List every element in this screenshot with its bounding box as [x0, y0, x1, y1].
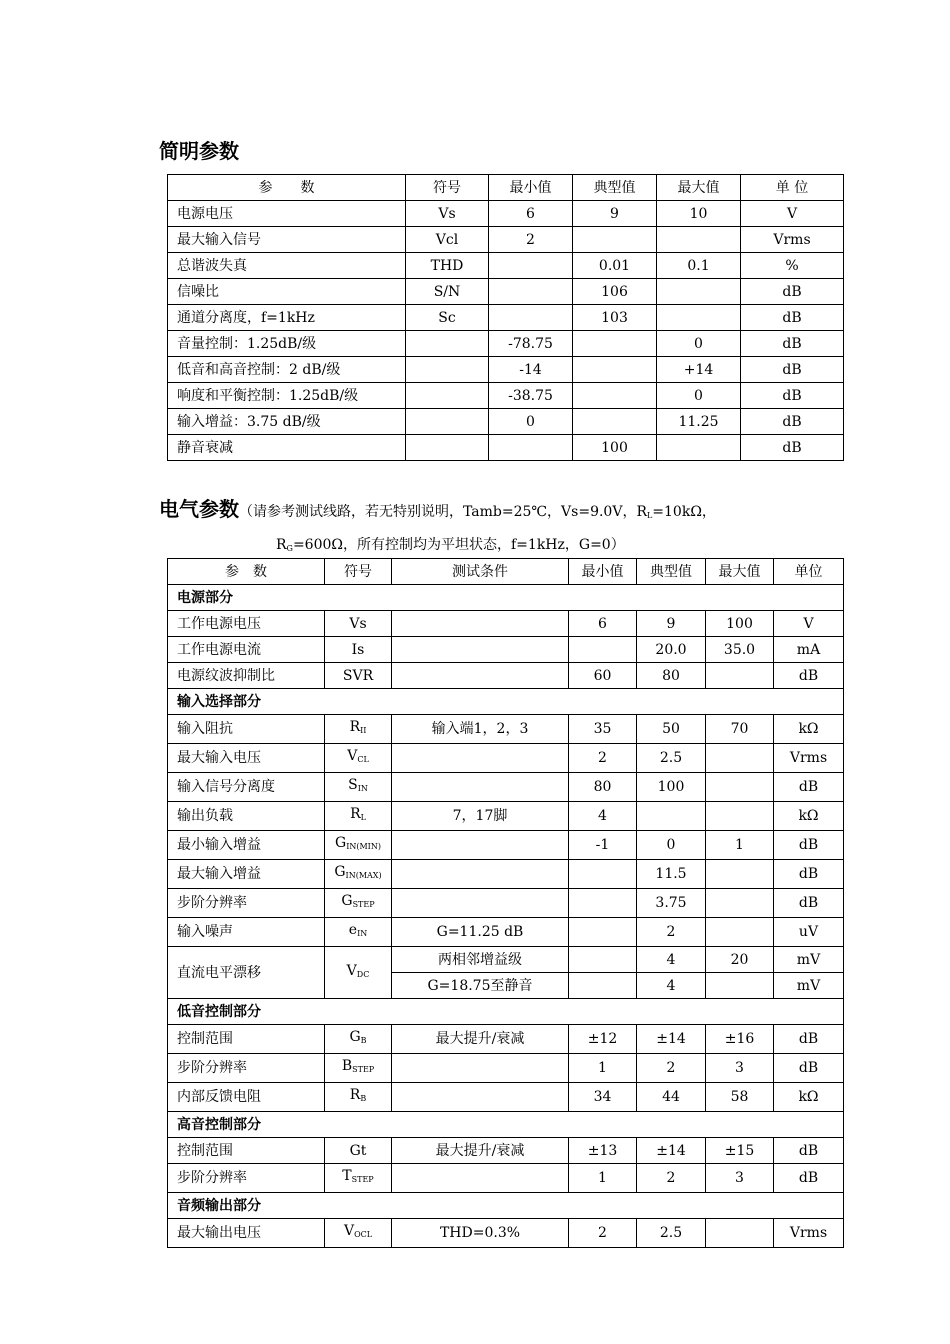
cell-symbol	[406, 357, 489, 383]
cell-unit: Vrms	[741, 227, 844, 253]
cell-typ: 103	[573, 305, 657, 331]
cell-unit: dB	[774, 1164, 844, 1193]
table-row	[168, 715, 844, 744]
cell-min	[569, 973, 637, 999]
cell-unit: Vrms	[774, 1219, 844, 1248]
cell-min: 2	[569, 1219, 637, 1248]
cell-max: 0	[657, 383, 741, 409]
cell-param: 内部反馈电阻	[168, 1083, 325, 1112]
cell-symbol	[406, 435, 489, 461]
cell-max: 100	[706, 611, 774, 637]
table-row	[168, 279, 844, 305]
cell-symbol: Is	[325, 637, 392, 663]
cell-unit: uV	[774, 918, 844, 947]
table-row	[168, 918, 844, 947]
cell-min	[569, 918, 637, 947]
cell-typ	[637, 802, 706, 831]
group-bass: 低音控制部分	[168, 999, 844, 1025]
cell-typ	[573, 357, 657, 383]
group-row	[168, 689, 844, 715]
cell-symbol: $R_L$	[325, 802, 392, 831]
cell-unit: dB	[774, 860, 844, 889]
cell-min: 6	[569, 611, 637, 637]
cell-symbol: $G_B$	[325, 1025, 392, 1054]
cell-condition	[392, 860, 569, 889]
cell-symbol: $B_{STEP}$	[325, 1054, 392, 1083]
cell-max	[706, 744, 774, 773]
table-header-row	[168, 175, 844, 201]
table-row	[168, 744, 844, 773]
cell-symbol: $R_{II}$	[325, 715, 392, 744]
cell-condition	[392, 611, 569, 637]
table-row	[168, 201, 844, 227]
cell-min	[569, 947, 637, 973]
header-param: 参 数	[168, 559, 325, 585]
section-title-electrical	[159, 497, 716, 528]
cell-symbol	[406, 409, 489, 435]
header-max: 最大值	[706, 559, 774, 585]
table-row	[168, 305, 844, 331]
cell-condition: 输入端1，2，3	[392, 715, 569, 744]
cell-param: 步阶分辨率	[168, 1054, 325, 1083]
cell-param: 输入阻抗	[168, 715, 325, 744]
cell-param: 响度和平衡控制：1.25dB/级	[168, 383, 406, 409]
cell-min: -1	[569, 831, 637, 860]
cell-condition: 最大提升/衰减	[392, 1025, 569, 1054]
cell-param: 输入增益：3.75 dB/级	[168, 409, 406, 435]
cell-unit: dB	[774, 889, 844, 918]
cell-unit: dB	[741, 331, 844, 357]
cell-unit: kΩ	[774, 802, 844, 831]
header-unit: 单 位	[741, 175, 844, 201]
cell-param: 工作电源电压	[168, 611, 325, 637]
cell-typ: 2	[637, 1054, 706, 1083]
cell-symbol: $G_{IN(MIN)}$	[325, 831, 392, 860]
cell-symbol: THD	[406, 253, 489, 279]
group-row	[168, 1112, 844, 1138]
cell-min: ±13	[569, 1138, 637, 1164]
cell-typ: 50	[637, 715, 706, 744]
cell-symbol: $V_{OCL}$	[325, 1219, 392, 1248]
table-row	[168, 1025, 844, 1054]
cell-typ: 11.5	[637, 860, 706, 889]
cell-min: 0	[489, 409, 573, 435]
cell-param: 电源电压	[168, 201, 406, 227]
section-title-brief: 简明参数	[159, 139, 239, 163]
cell-typ	[573, 227, 657, 253]
cell-typ: 4	[637, 973, 706, 999]
cell-typ: 2.5	[637, 744, 706, 773]
table-header-row	[168, 559, 844, 585]
cell-typ: ±14	[637, 1025, 706, 1054]
cell-max	[657, 227, 741, 253]
cell-symbol: $e_{IN}$	[325, 918, 392, 947]
table-row	[168, 773, 844, 802]
table-row	[168, 611, 844, 637]
cell-min	[489, 253, 573, 279]
cell-symbol: $R_B$	[325, 1083, 392, 1112]
cell-param: 电源纹波抑制比	[168, 663, 325, 689]
cell-min: 35	[569, 715, 637, 744]
header-min: 最小值	[489, 175, 573, 201]
cell-symbol	[406, 383, 489, 409]
cell-min	[489, 305, 573, 331]
table-row	[168, 357, 844, 383]
cell-unit: dB	[774, 773, 844, 802]
cell-typ	[573, 331, 657, 357]
cell-unit: dB	[774, 663, 844, 689]
cell-max	[657, 305, 741, 331]
cell-max: 1	[706, 831, 774, 860]
cell-typ: 2.5	[637, 1219, 706, 1248]
cell-param: 最小输入增益	[168, 831, 325, 860]
cell-unit: dB	[774, 1138, 844, 1164]
cell-param: 最大输入电压	[168, 744, 325, 773]
cell-max	[706, 1219, 774, 1248]
table-row	[168, 1219, 844, 1248]
table-row	[168, 331, 844, 357]
cell-symbol	[406, 331, 489, 357]
table-row	[168, 253, 844, 279]
table-row	[168, 1164, 844, 1193]
cell-symbol: $V_{CL}$	[325, 744, 392, 773]
cell-typ: 3.75	[637, 889, 706, 918]
cell-typ: 80	[637, 663, 706, 689]
group-row	[168, 1193, 844, 1219]
cell-condition	[392, 1164, 569, 1193]
cell-max: 0.1	[657, 253, 741, 279]
cell-unit: kΩ	[774, 1083, 844, 1112]
cell-min: ±12	[569, 1025, 637, 1054]
cell-min: 6	[489, 201, 573, 227]
cell-typ: 106	[573, 279, 657, 305]
cell-condition: 7，17脚	[392, 802, 569, 831]
cell-max	[706, 918, 774, 947]
cell-unit: mA	[774, 637, 844, 663]
cell-symbol: Vcl	[406, 227, 489, 253]
cell-param: 静音衰减	[168, 435, 406, 461]
cell-max	[657, 279, 741, 305]
cell-symbol: Sc	[406, 305, 489, 331]
cell-param: 输出负载	[168, 802, 325, 831]
cell-unit: mV	[774, 947, 844, 973]
cell-min	[569, 860, 637, 889]
cell-max: 3	[706, 1054, 774, 1083]
cell-max: 35.0	[706, 637, 774, 663]
cell-unit: dB	[741, 409, 844, 435]
cell-max	[657, 435, 741, 461]
group-audio-output: 音频输出部分	[168, 1193, 844, 1219]
cell-max: 58	[706, 1083, 774, 1112]
cell-param: 输入信号分离度	[168, 773, 325, 802]
cell-max	[706, 663, 774, 689]
table-row	[168, 831, 844, 860]
cell-typ: 100	[573, 435, 657, 461]
cell-param: 工作电源电流	[168, 637, 325, 663]
cell-symbol: $V_{DC}$	[325, 947, 392, 999]
cell-min: 2	[569, 744, 637, 773]
table-row	[168, 1054, 844, 1083]
cell-param: 步阶分辨率	[168, 889, 325, 918]
table-row	[168, 860, 844, 889]
cell-symbol: $S_{IN}$	[325, 773, 392, 802]
cell-typ: 9	[573, 201, 657, 227]
cell-condition	[392, 831, 569, 860]
group-treble: 高音控制部分	[168, 1112, 844, 1138]
cell-min: 1	[569, 1054, 637, 1083]
cell-max: 3	[706, 1164, 774, 1193]
cell-min: 80	[569, 773, 637, 802]
group-power: 电源部分	[168, 585, 844, 611]
cell-typ: 2	[637, 1164, 706, 1193]
header-condition: 测试条件	[392, 559, 569, 585]
cell-param: 最大输入信号	[168, 227, 406, 253]
group-row	[168, 999, 844, 1025]
cell-min: 2	[489, 227, 573, 253]
cell-max	[706, 773, 774, 802]
cell-max: ±16	[706, 1025, 774, 1054]
table-row	[168, 435, 844, 461]
cell-typ: 20.0	[637, 637, 706, 663]
cell-param: 信噪比	[168, 279, 406, 305]
table-row	[168, 802, 844, 831]
cell-condition: THD=0.3%	[392, 1219, 569, 1248]
cell-unit: dB	[774, 1025, 844, 1054]
cell-condition: 两相邻增益级	[392, 947, 569, 973]
cell-max: 0	[657, 331, 741, 357]
cell-unit: mV	[774, 973, 844, 999]
cell-max: 70	[706, 715, 774, 744]
cell-symbol: Vs	[325, 611, 392, 637]
cell-condition: G=18.75至静音	[392, 973, 569, 999]
cell-unit: dB	[741, 435, 844, 461]
cell-unit: dB	[741, 357, 844, 383]
cell-min: -78.75	[489, 331, 573, 357]
cell-symbol: SVR	[325, 663, 392, 689]
brief-params-table	[167, 174, 844, 461]
cell-param: 最大输出电压	[168, 1219, 325, 1248]
table-row	[168, 227, 844, 253]
cell-symbol: $T_{STEP}$	[325, 1164, 392, 1193]
header-symbol: 符号	[325, 559, 392, 585]
cell-max: +14	[657, 357, 741, 383]
cell-max	[706, 889, 774, 918]
header-param: 参 数	[168, 175, 406, 201]
electrical-params-table	[167, 558, 844, 1248]
table-row	[168, 663, 844, 689]
table-row	[168, 409, 844, 435]
cell-min: 34	[569, 1083, 637, 1112]
cell-max	[706, 973, 774, 999]
cell-condition	[392, 637, 569, 663]
header-typ: 典型值	[573, 175, 657, 201]
cell-typ	[573, 409, 657, 435]
cell-symbol: S/N	[406, 279, 489, 305]
cell-min: 60	[569, 663, 637, 689]
cell-param: 低音和高音控制：2 dB/级	[168, 357, 406, 383]
header-symbol: 符号	[406, 175, 489, 201]
cell-max: 10	[657, 201, 741, 227]
header-max: 最大值	[657, 175, 741, 201]
cell-symbol: Vs	[406, 201, 489, 227]
cell-param: 控制范围	[168, 1025, 325, 1054]
cell-unit: V	[741, 201, 844, 227]
cell-min	[489, 279, 573, 305]
cell-unit: dB	[741, 279, 844, 305]
cell-min: 4	[569, 802, 637, 831]
cell-condition	[392, 1054, 569, 1083]
cell-condition	[392, 889, 569, 918]
cell-param: 通道分离度，f=1kHz	[168, 305, 406, 331]
cell-max: ±15	[706, 1138, 774, 1164]
cell-param: 步阶分辨率	[168, 1164, 325, 1193]
cell-max: 20	[706, 947, 774, 973]
cell-condition	[392, 663, 569, 689]
cell-typ: 2	[637, 918, 706, 947]
cell-typ: 9	[637, 611, 706, 637]
cell-param: 音量控制：1.25dB/级	[168, 331, 406, 357]
header-typ: 典型值	[637, 559, 706, 585]
header-min: 最小值	[569, 559, 637, 585]
cell-param: 输入噪声	[168, 918, 325, 947]
table-row	[168, 947, 844, 973]
cell-symbol: $G_{STEP}$	[325, 889, 392, 918]
cell-typ	[573, 383, 657, 409]
cell-max: 11.25	[657, 409, 741, 435]
cell-unit: dB	[774, 1054, 844, 1083]
cell-param: 总谐波失真	[168, 253, 406, 279]
cell-condition: 最大提升/衰减	[392, 1138, 569, 1164]
cell-typ: 0.01	[573, 253, 657, 279]
cell-unit: Vrms	[774, 744, 844, 773]
cell-unit: kΩ	[774, 715, 844, 744]
cell-condition	[392, 744, 569, 773]
cell-min: 1	[569, 1164, 637, 1193]
cell-max	[706, 802, 774, 831]
cell-unit: V	[774, 611, 844, 637]
cell-min: -14	[489, 357, 573, 383]
table-row	[168, 1083, 844, 1112]
cell-typ: 0	[637, 831, 706, 860]
test-condition-note-line2: $R_G=600\Omega$，所有控制均为平坦状态，f=1kHz，G=0）	[276, 537, 625, 553]
test-condition-note: （请参考测试线路，若无特别说明，Tamb=25℃，Vs=9.0V，$R_L=10k\Omega$，	[239, 504, 716, 520]
cell-symbol: $G_{IN(MAX)}$	[325, 860, 392, 889]
cell-min: -38.75	[489, 383, 573, 409]
electrical-title: 电气参数	[159, 497, 239, 521]
cell-param: 直流电平漂移	[168, 947, 325, 999]
cell-min	[569, 637, 637, 663]
cell-unit: dB	[741, 383, 844, 409]
table-row	[168, 889, 844, 918]
cell-typ: 44	[637, 1083, 706, 1112]
cell-min	[569, 889, 637, 918]
cell-typ: 4	[637, 947, 706, 973]
cell-max	[706, 860, 774, 889]
cell-param: 最大输入增益	[168, 860, 325, 889]
cell-typ: ±14	[637, 1138, 706, 1164]
table-row	[168, 383, 844, 409]
table-row	[168, 637, 844, 663]
cell-param: 控制范围	[168, 1138, 325, 1164]
cell-condition	[392, 1083, 569, 1112]
cell-condition	[392, 773, 569, 802]
table-row	[168, 1138, 844, 1164]
group-row	[168, 585, 844, 611]
cell-min	[489, 435, 573, 461]
header-unit: 单位	[774, 559, 844, 585]
cell-unit: dB	[741, 305, 844, 331]
cell-unit: %	[741, 253, 844, 279]
cell-symbol: Gt	[325, 1138, 392, 1164]
group-input: 输入选择部分	[168, 689, 844, 715]
cell-unit: dB	[774, 831, 844, 860]
cell-condition: G=11.25 dB	[392, 918, 569, 947]
cell-typ: 100	[637, 773, 706, 802]
